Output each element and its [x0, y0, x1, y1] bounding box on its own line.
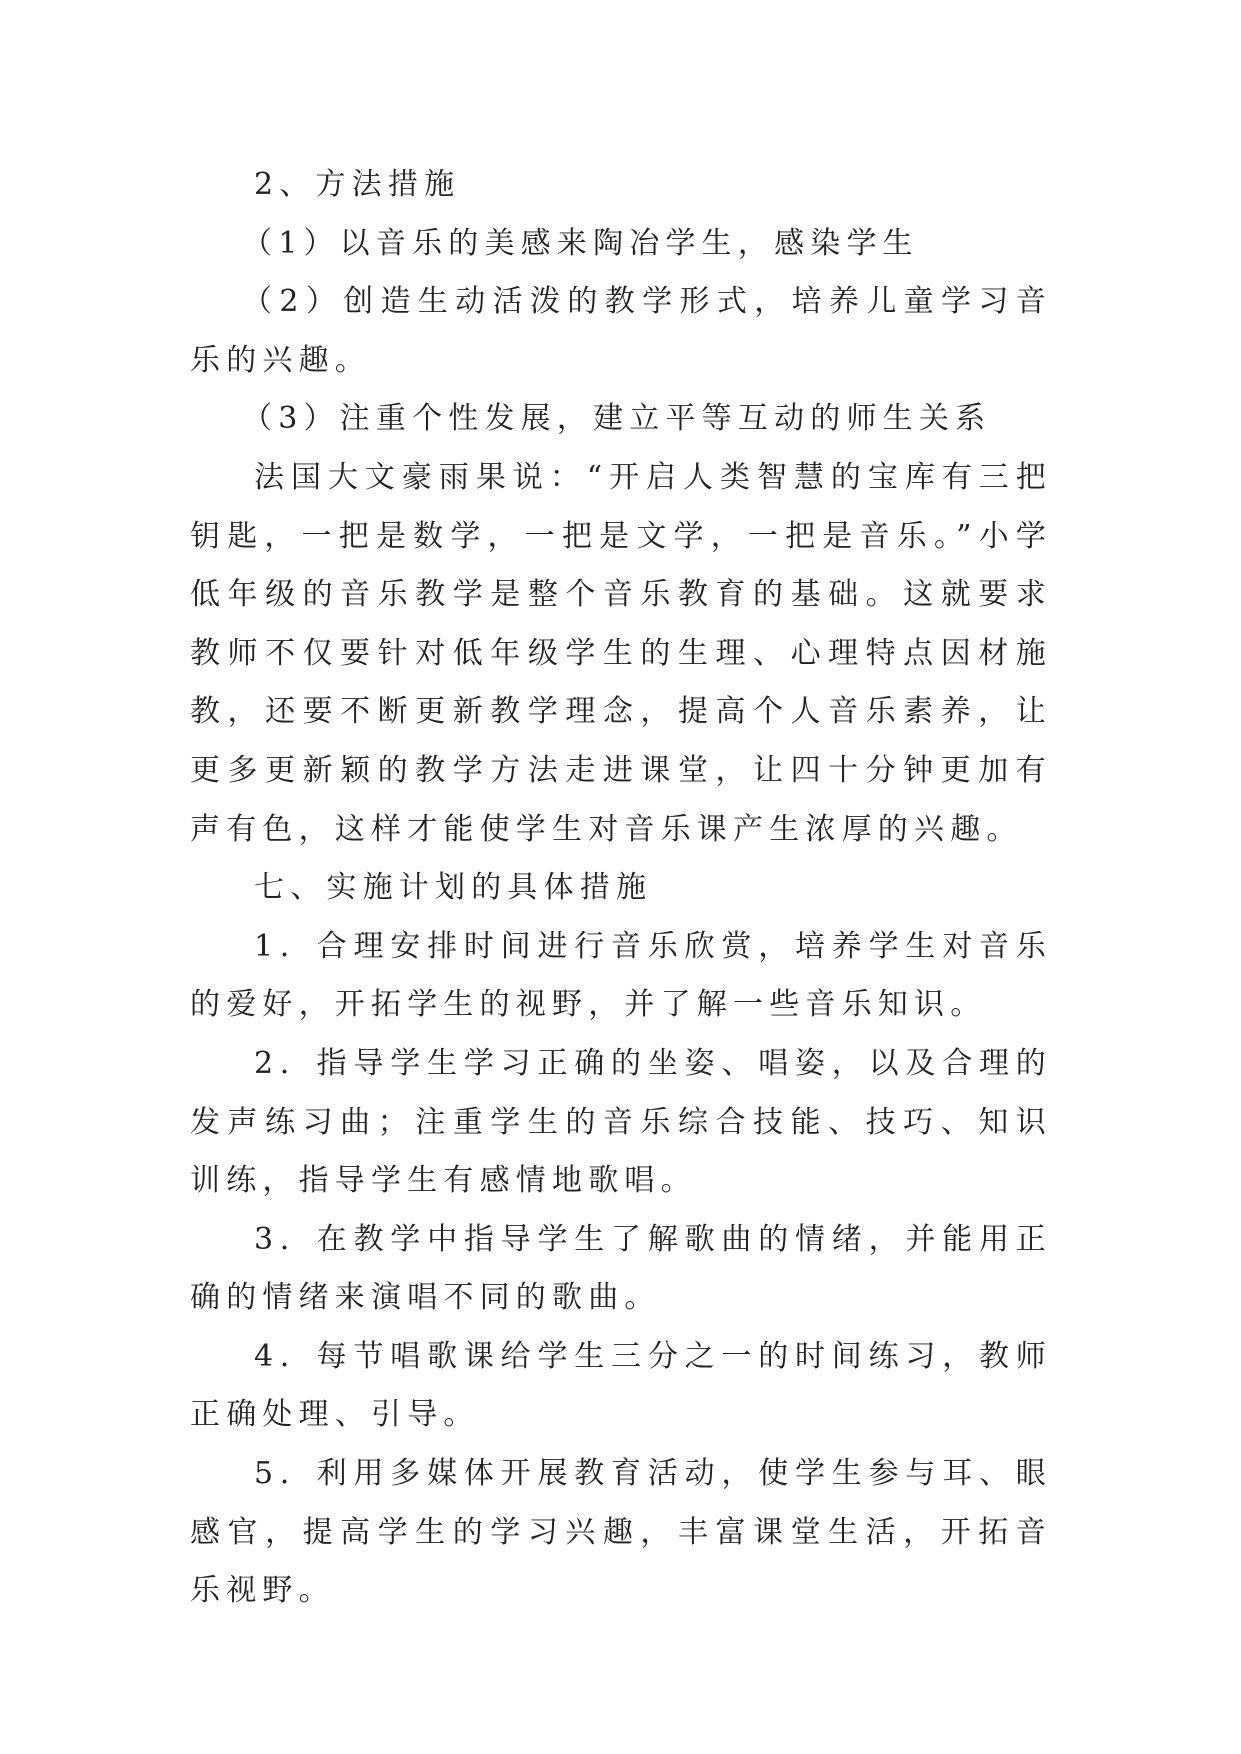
heading-section-seven: 七、实施计划的具体措施: [254, 870, 653, 906]
list-item-3: 3．在教学中指导学生了解歌曲的情绪，并能用正确的情绪来演唱不同的歌曲。: [190, 1221, 1052, 1316]
list-item-2: 2．指导学生学习正确的坐姿、唱姿，以及合理的发声练习曲；注重学生的音乐综合技能、技巧、知识训练，指导学生有感情地歌唱。: [190, 1045, 1052, 1199]
heading-method-measures: 2、方法措施: [254, 167, 461, 202]
measure-item-2: （2）创造生动活泼的教学形式，培养儿童学习音乐的兴趣。: [190, 284, 1052, 378]
list-item-4: 4．每节唱歌课给学生三分之一的时间练习，教师正确处理、引导。: [190, 1338, 1052, 1433]
document-body: [190, 156, 1052, 1621]
measure-item-1: （1）以音乐的美感来陶冶学生，感染学生: [242, 225, 919, 261]
body-paragraph-hugo-quote: 法国大文豪雨果说：“开启人类智慧的宝库有三把钥匙，一把是数学，一把是文学，一把是音乐。”小学低年级的音乐教学是整个音乐教育的基础。这就要求教师不仅要针对低年级学生的生理、心理特点因材施教，还要不断更新教学理念，提高个人音乐素养，让更多更新颖的教学方法走进课堂，让四十分钟更加有声有色，这样才能使学生对音乐课产生浓厚的兴趣。: [190, 459, 1052, 847]
measure-item-3: （3）注重个性发展，建立平等互动的师生关系: [242, 401, 992, 437]
list-item-1: 1．合理安排时间进行音乐欣赏，培养学生对音乐的爱好，开拓学生的视野，并了解一些音乐知识。: [190, 928, 1052, 1023]
list-item-5: 5．利用多媒体开展教育活动，使学生参与耳、眼感官，提高学生的学习兴趣，丰富课堂生活，开拓音乐视野。: [190, 1456, 1052, 1609]
